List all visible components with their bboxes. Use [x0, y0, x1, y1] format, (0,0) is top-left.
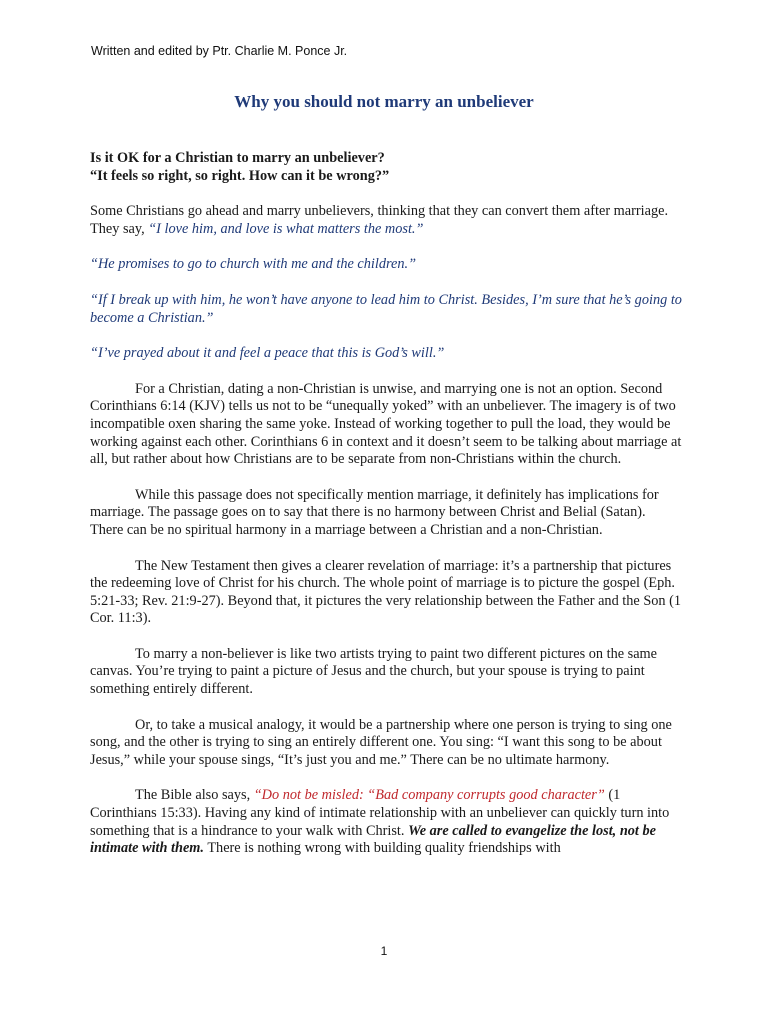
quote-lead-to-christ: “If I break up with him, he won’t have anyone to lead him to Christ. Besides, I’m sure that he’s going to become a Christian.” — [90, 291, 682, 326]
paragraph-implications: While this passage does not specifically mention marriage, it definitely has implications for marriage. The passage goes on to say that there is no harmony between Christ and Belial (Satan). There can be no spiritual harmony in a marriage between a Christian and a non-Christian. — [90, 486, 659, 538]
p6-emphasis: We are called to evangelize the lost, not be intimate with them. — [90, 822, 656, 857]
question-line-1: Is it OK for a Christian to marry an unbeliever? — [90, 150, 385, 166]
p6-mid: (1 Corinthians 15:33). Having any kind of intimate relationship with an unbeliever can quickly turn into something that is a hindrance to your walk with Christ. — [90, 787, 670, 839]
intro-text: Some Christians go ahead and marry unbelievers, thinking that they can convert them after marriage. They say, — [90, 203, 669, 237]
paragraph-artists: To marry a non-believer is like two artists trying to paint two different pictures on the same canvas. You’re trying to paint a picture of Jesus and the church, but your spouse is trying to paint something entirely different. — [90, 645, 658, 698]
quote-church: “He promises to go to church with me and the children.” — [90, 256, 417, 273]
paragraph-musical-analogy: Or, to take a musical analogy, it would be a partnership where one person is trying to sing one song, and the other is trying to sing an entirely different one. You sing: “I want this song to be about Jesus,” while your spouse sings, “It’s just you and me.” There can be no ultimate harmony. — [90, 716, 672, 768]
p6-end: There is nothing wrong with building quality friendships with — [204, 840, 561, 857]
intro-paragraph — [90, 203, 682, 238]
document-body — [90, 150, 682, 858]
p6-start: The Bible also says, — [135, 787, 254, 804]
document-title: Why you should not marry an unbeliever — [234, 92, 534, 111]
paragraph-bad-company — [90, 787, 682, 857]
paragraph-new-testament: The New Testament then gives a clearer revelation of marriage: it’s a partnership that pictures the redeeming love of Christ for his church. The whole point of marriage is to picture the gospel (Eph. 5:21-33; Rev. 21:9-27). Beyond that, it pictures the very relationship between the Father and the Son (1 Cor. 11:3). — [90, 557, 682, 627]
page-number: 1 — [380, 944, 388, 958]
quote-gods-will: “I’ve prayed about it and feel a peace that this is God’s will.” — [90, 345, 445, 362]
question-line-2: “It feels so right, so right. How can it be wrong?” — [90, 167, 390, 184]
p6-quote: “Do not be misled: “Bad company corrupts good character” — [253, 787, 605, 804]
paragraph-unequally-yoked: For a Christian, dating a non-Christian is unwise, and marrying one is not an option. Second Corinthians 6:14 (KJV) tells us not to be “unequally yoked” with an unbeliever. The imagery is of two incompatible oxen sharing the same yoke. Instead of working together to pull the load, they would be working against each other. Corinthians 6 in context and it doesn’t seem to be talking about marriage at all, but rather about how Christians are to be separate from non-Christians within the church. — [90, 380, 682, 468]
author-header: Written and edited by Ptr. Charlie M. Ponce Jr. — [91, 44, 348, 58]
intro-quote: “I love him, and love is what matters the most.” — [148, 220, 424, 237]
